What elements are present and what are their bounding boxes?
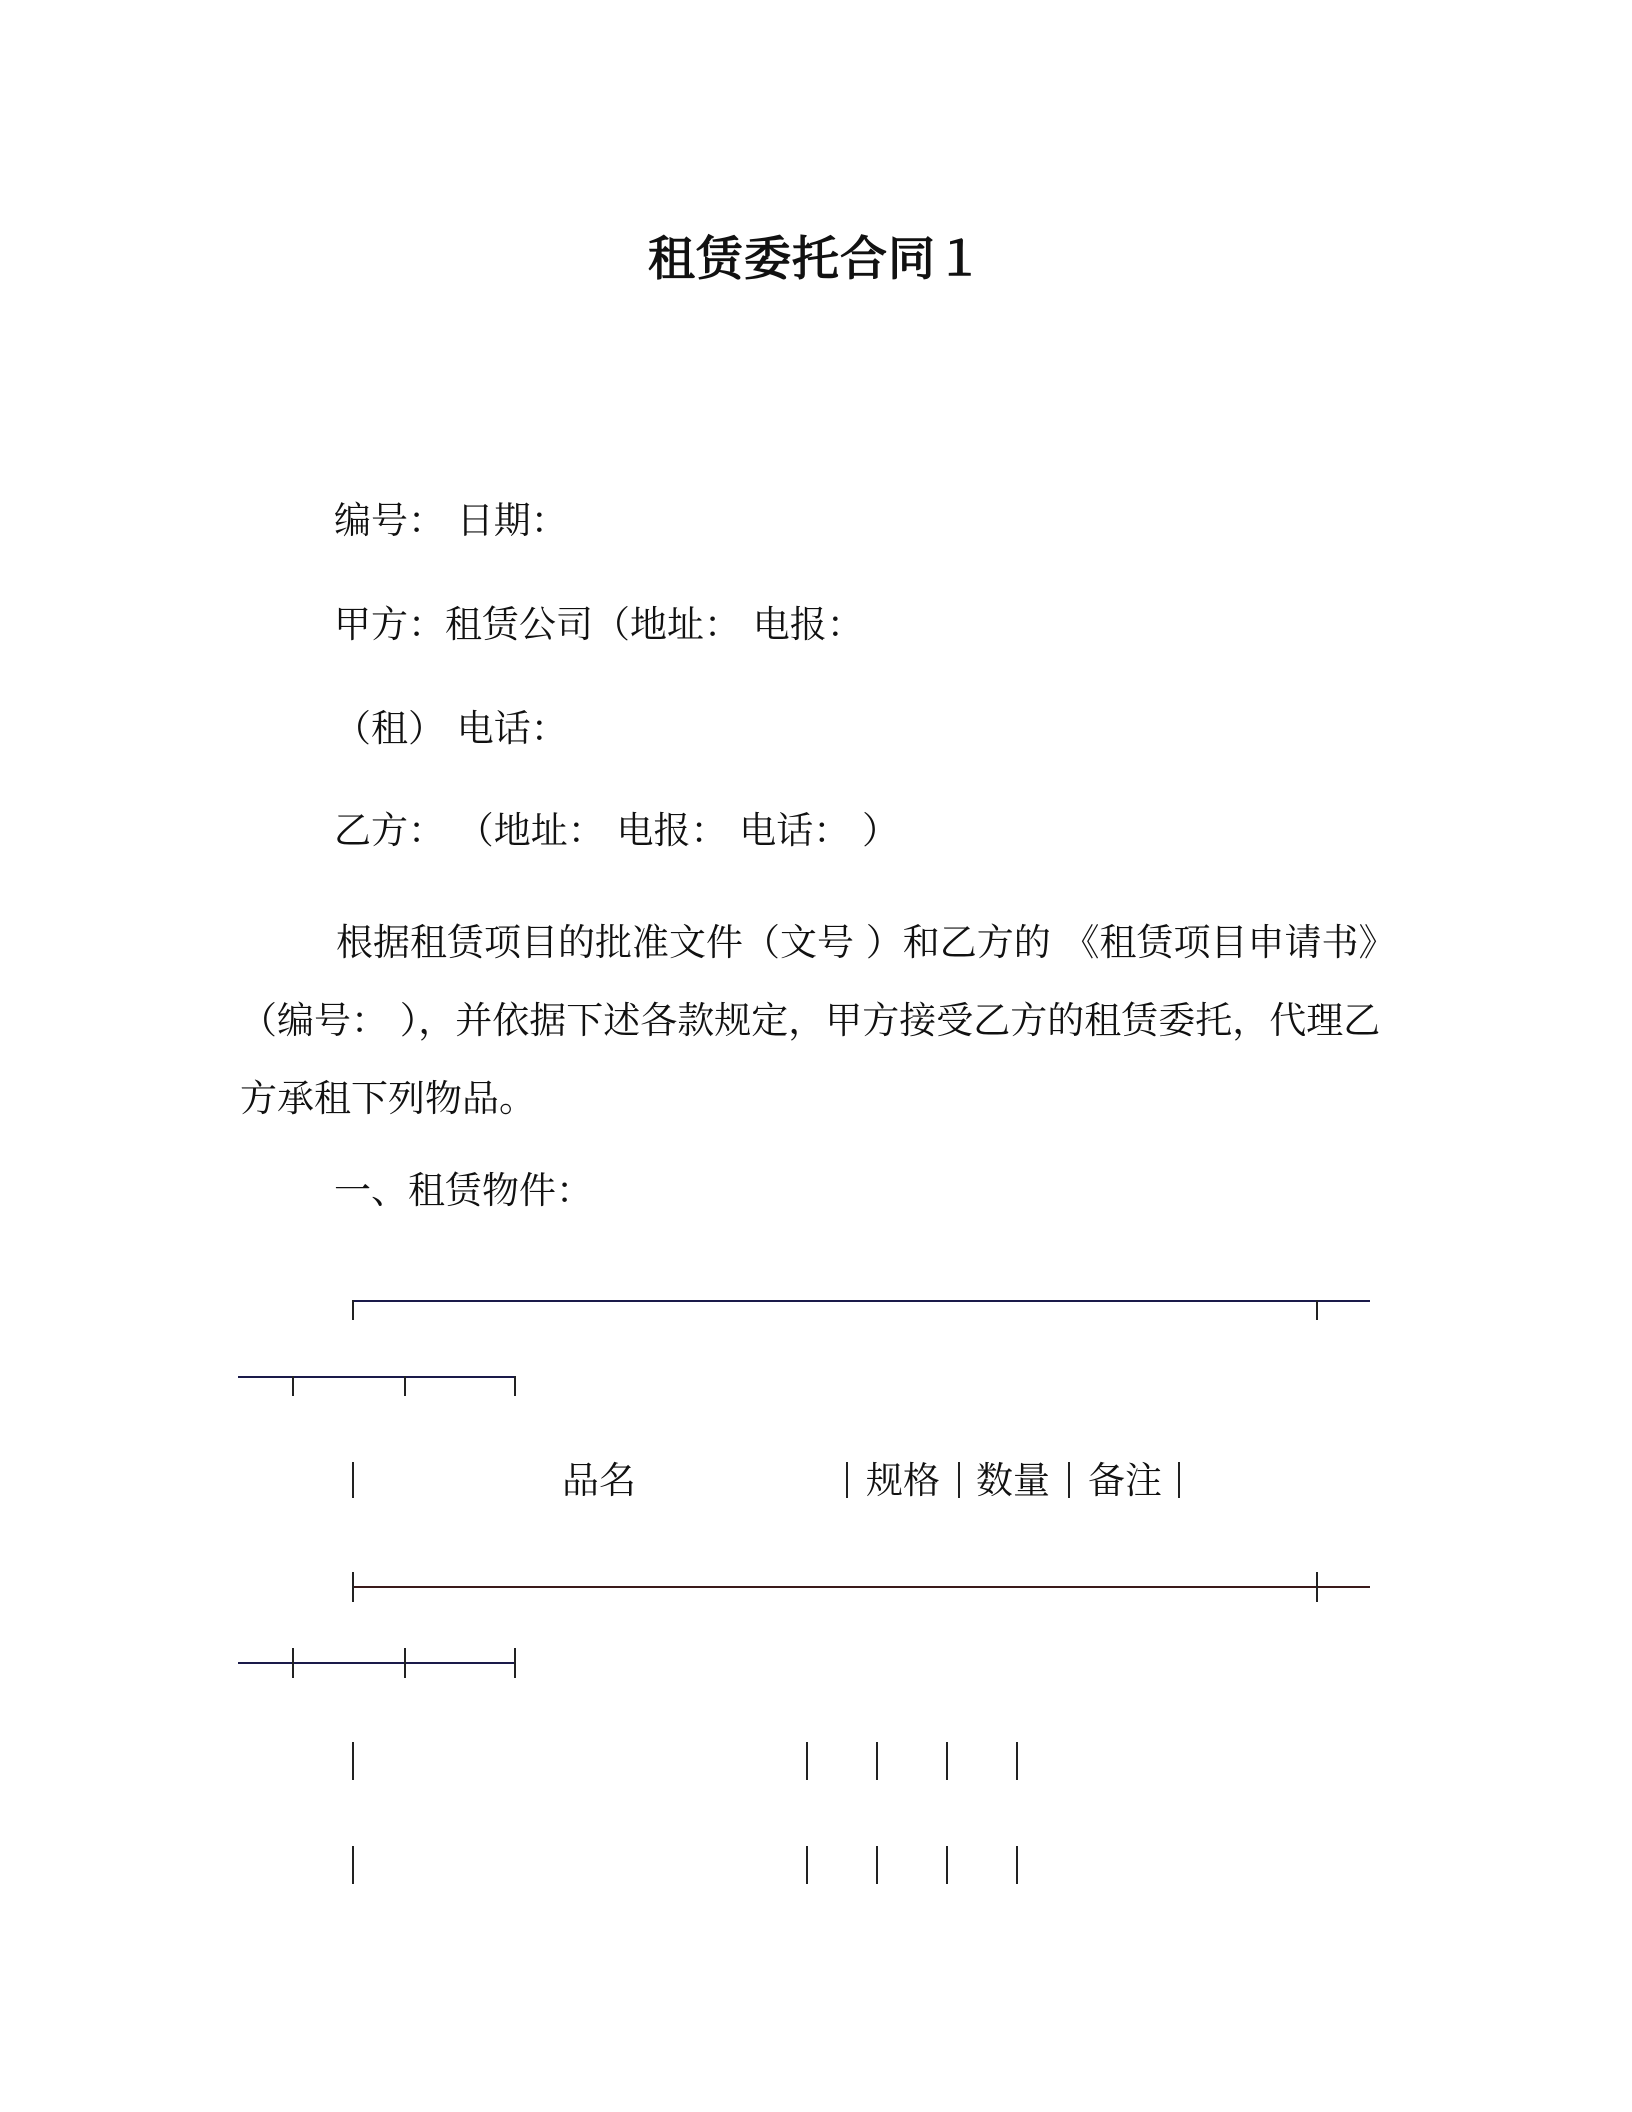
table-cell-border: [1016, 1742, 1018, 1780]
table-rule-tick: [1316, 1572, 1318, 1602]
table-cell-border: [352, 1462, 354, 1498]
table-cell-border: [1178, 1462, 1180, 1498]
table-cell-border: [946, 1846, 948, 1884]
document-title: 租赁委托合同１: [648, 232, 984, 287]
table-cell-border: [806, 1846, 808, 1884]
table-cell-border: [876, 1846, 878, 1884]
table-header-rule: [352, 1586, 1370, 1588]
party-b-line: 乙方： （地址： 电报： 电话： ）: [334, 809, 900, 852]
table-cell-border: [846, 1462, 848, 1498]
number-date-line: 编号： 日期：: [334, 499, 568, 542]
table-rule-tick: [404, 1648, 406, 1678]
table-cell-border: [946, 1742, 948, 1780]
table-cell-border: [958, 1462, 960, 1498]
section-heading: 一、租赁物件：: [334, 1169, 593, 1212]
table-rule-tick: [514, 1648, 516, 1678]
table-cell-border: [1016, 1846, 1018, 1884]
table-header-spec: 规格: [866, 1459, 940, 1502]
table-cell-border: [352, 1742, 354, 1780]
table-cell-border: [1068, 1462, 1070, 1498]
table-header-quantity: 数量: [976, 1459, 1050, 1502]
table-cell-border: [876, 1742, 878, 1780]
body-paragraph: 根据租赁项目的批准文件（文号 ）和乙方的 《租赁项目申请书》（编号： ），并依据下述各款规定，甲方接受乙方的租赁委托，代理乙方承租下列物品。: [240, 921, 1381, 1120]
party-a-phone-line: （租） 电话：: [334, 707, 568, 750]
table-rule-tick: [404, 1376, 406, 1396]
table-rule-tick: [352, 1572, 354, 1602]
table-top-rule-continued: [238, 1376, 516, 1378]
table-header-remarks: 备注: [1088, 1459, 1162, 1502]
table-cell-border: [806, 1742, 808, 1780]
table-rule-tick: [514, 1376, 516, 1396]
table-rule-tick: [1316, 1300, 1318, 1320]
table-rule-tick: [292, 1648, 294, 1678]
table-top-rule: [352, 1300, 1370, 1302]
party-a-line: 甲方：租赁公司（地址： 电报：: [334, 603, 864, 646]
table-rule-tick: [292, 1376, 294, 1396]
table-rule-tick: [352, 1300, 354, 1320]
table-header-rule-continued: [238, 1662, 516, 1664]
table-cell-border: [352, 1846, 354, 1884]
table-header-name: 品名: [562, 1459, 636, 1502]
